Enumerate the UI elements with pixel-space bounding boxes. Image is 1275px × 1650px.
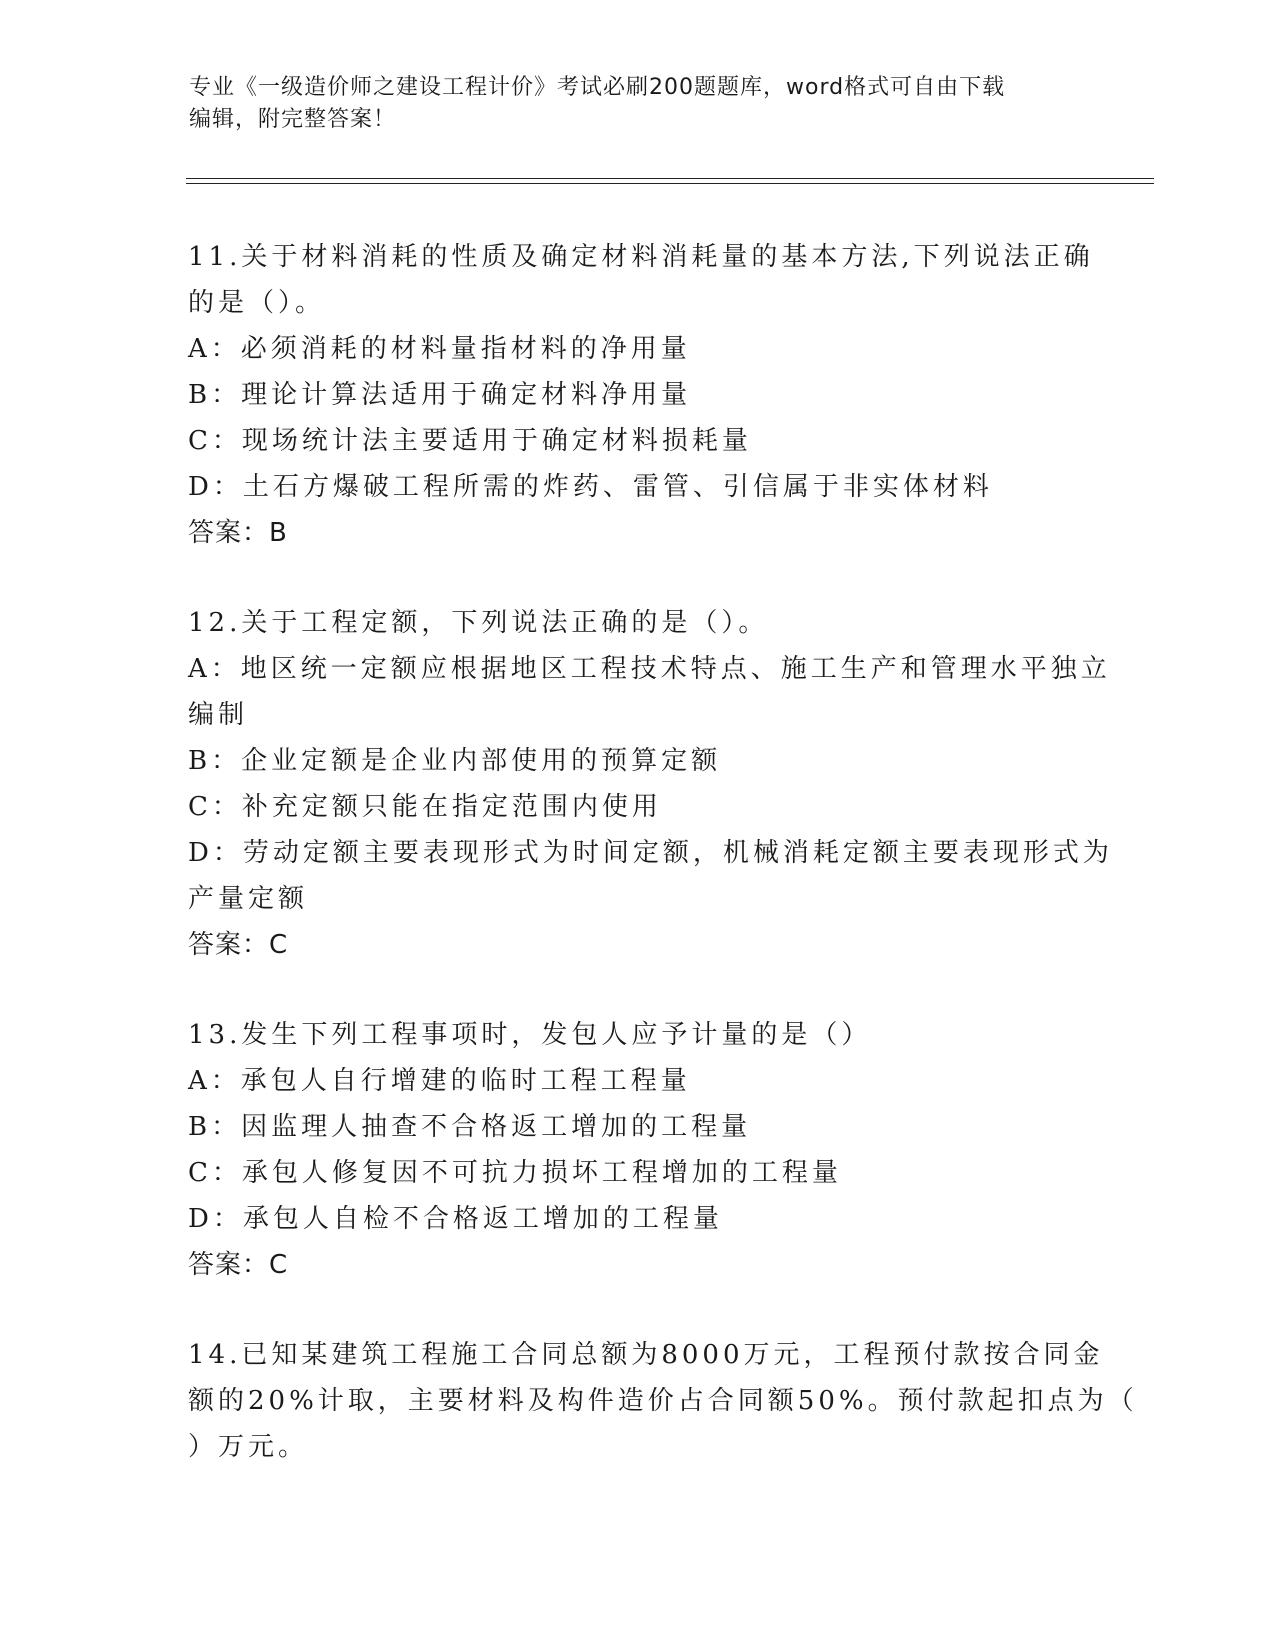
option-b: B：企业定额是企业内部使用的预算定额 [188,746,722,776]
option-a: A：地区统一定额应根据地区工程技术特点、施工生产和管理水平独立 [188,654,1111,684]
option-d: D：土石方爆破工程所需的炸药、雷管、引信属于非实体材料 [188,472,993,502]
question-stem: 13.发生下列工程事项时，发包人应予计量的是（） [188,1020,872,1050]
option-a-continued: 编制 [188,700,249,730]
question-11 [188,234,1094,556]
question-13 [188,1012,1088,1288]
question-14 [188,1332,1138,1470]
answer-label: 答案：C [188,1250,289,1280]
question-stem-continued: 的是（）。 [188,288,326,318]
option-c: C：承包人修复因不可抗力损坏工程增加的工程量 [188,1158,842,1188]
question-stem-continued: 额的20%计取，主要材料及构件造价占合同额50%。预付款起扣点为（ [188,1386,1138,1416]
answer-label: 答案：C [188,930,289,960]
option-a: A：必须消耗的材料量指材料的净用量 [188,334,691,364]
option-d: D：劳动定额主要表现形式为时间定额，机械消耗定额主要表现形式为 [188,838,1113,868]
option-b: B：理论计算法适用于确定材料净用量 [188,380,692,410]
question-list [188,234,1138,1514]
question-stem: 11.关于材料消耗的性质及确定材料消耗量的基本方法,下列说法正确 [188,242,1094,272]
answer-label: 答案：B [188,518,288,548]
question-12 [188,600,1113,968]
question-stem: 14.已知某建筑工程施工合同总额为8000万元，工程预付款按合同金 [188,1340,1104,1370]
option-b: B：因监理人抽查不合格返工增加的工程量 [188,1112,752,1142]
question-stem-end: ）万元。 [188,1432,309,1462]
question-stem: 12.关于工程定额，下列说法正确的是（）。 [188,608,769,638]
header-divider-bottom [186,183,1154,184]
option-d-continued: 产量定额 [188,884,309,914]
option-d: D：承包人自检不合格返工增加的工程量 [188,1204,723,1234]
document-header [189,72,1069,136]
header-divider-top [186,178,1154,179]
header-title-line-1: 专业《一级造价师之建设工程计价》考试必刷200题题库，word格式可自由下载 [189,75,1006,100]
option-a: A：承包人自行增建的临时工程工程量 [188,1066,691,1096]
option-c: C：补充定额只能在指定范围内使用 [188,792,662,822]
header-title-line-2: 编辑，附完整答案！ [189,107,397,132]
option-c: C：现场统计法主要适用于确定材料损耗量 [188,426,752,456]
